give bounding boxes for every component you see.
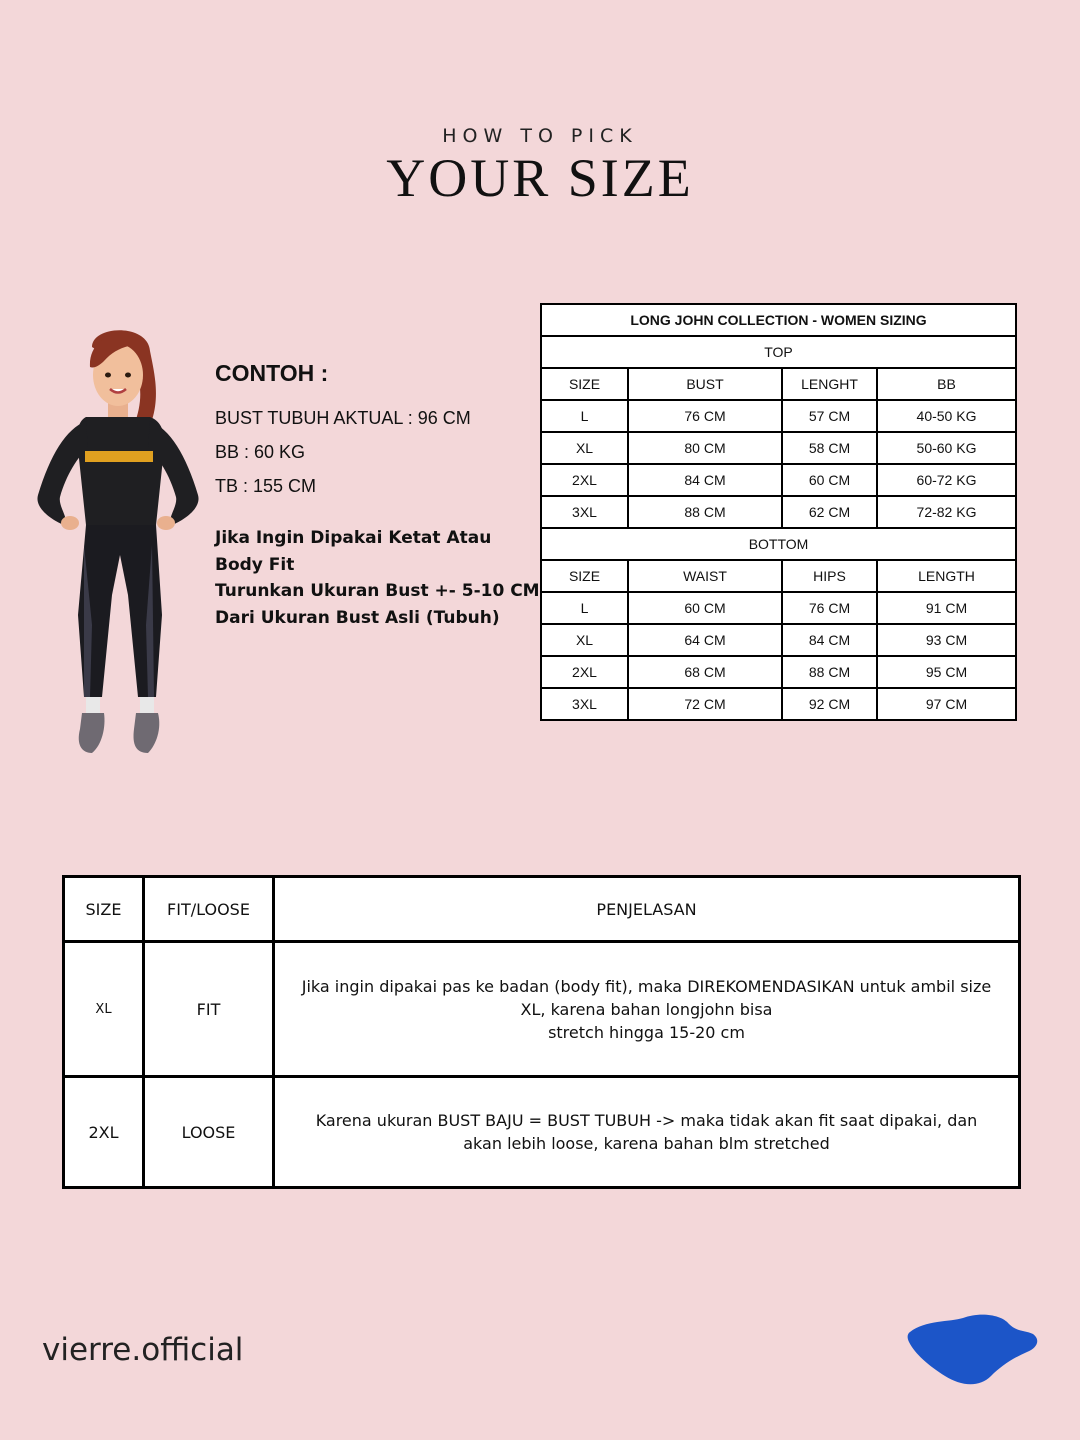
woman-measurement-illustration [30, 325, 205, 760]
table-cell: 92 CM [782, 688, 877, 720]
table-row [541, 432, 1016, 464]
table-row [541, 560, 1016, 592]
example-height: TB : 155 CM [215, 476, 317, 496]
table-cell: 3XL [541, 688, 628, 720]
table-row [541, 656, 1016, 688]
table-row [64, 877, 1020, 942]
table-cell: XL [541, 624, 628, 656]
table-row [541, 496, 1016, 528]
example-heading: CONTOH : [215, 360, 329, 386]
table-cell: 2XL [541, 656, 628, 688]
table-cell: 91 CM [877, 592, 1016, 624]
fit-loose-table [62, 875, 1021, 1189]
column-header: LENGTH [877, 560, 1016, 592]
table-cell: 3XL [541, 496, 628, 528]
column-header: BUST [628, 368, 782, 400]
table-cell: FIT [144, 942, 274, 1077]
table-cell: 2XL [541, 464, 628, 496]
note-line: Dari Ukuran Bust Asli (Tubuh) [215, 607, 500, 628]
table-row [541, 304, 1016, 336]
table-cell: 57 CM [782, 400, 877, 432]
table-row [541, 624, 1016, 656]
table-cell: 72-82 KG [877, 496, 1016, 528]
table-cell: 40-50 KG [877, 400, 1016, 432]
table-cell: 68 CM [628, 656, 782, 688]
table-cell: 88 CM [782, 656, 877, 688]
table-row [541, 368, 1016, 400]
table-cell: 50-60 KG [877, 432, 1016, 464]
top-section-label: TOP [541, 336, 1016, 368]
column-header: HIPS [782, 560, 877, 592]
table-cell: 72 CM [628, 688, 782, 720]
column-header: LENGHT [782, 368, 877, 400]
table-cell: 84 CM [782, 624, 877, 656]
table-cell: 60 CM [628, 592, 782, 624]
brand-name: vierre.official [42, 1332, 244, 1368]
note-line: Turunkan Ukuran Bust +- 5-10 CM [215, 581, 540, 601]
explanation-line: Karena ukuran BUST BAJU = BUST TUBUH -> maka tidak akan fit saat dipakai, dan [315, 1111, 978, 1130]
table-row [64, 942, 1020, 1077]
table-cell: L [541, 592, 628, 624]
women-sizing-table [540, 303, 1017, 721]
explanation-cell [274, 1077, 1020, 1188]
table-cell: 60-72 KG [877, 464, 1016, 496]
header-kicker: HOW TO PICK [442, 125, 638, 147]
table-cell: 84 CM [628, 464, 782, 496]
table-cell: 80 CM [628, 432, 782, 464]
table-row [541, 336, 1016, 368]
table-cell: L [541, 400, 628, 432]
page-title: YOUR SIZE [386, 148, 694, 208]
table-cell: 2XL [64, 1077, 144, 1188]
table-cell: 58 CM [782, 432, 877, 464]
table-cell: LOOSE [144, 1077, 274, 1188]
bottom-section-label: BOTTOM [541, 528, 1016, 560]
column-header: SIZE [64, 877, 144, 942]
example-block [215, 360, 540, 631]
note-line: Body Fit [215, 554, 295, 575]
column-header: SIZE [541, 560, 628, 592]
column-header: SIZE [541, 368, 628, 400]
page-header [0, 122, 1080, 206]
table-row [541, 688, 1016, 720]
column-header: BB [877, 368, 1016, 400]
example-note [215, 525, 540, 631]
note-line: Jika Ingin Dipakai Ketat Atau [215, 528, 492, 548]
explanation-cell [274, 942, 1020, 1077]
table-row [541, 400, 1016, 432]
explanation-line: Jika ingin dipakai pas ke badan (body fit), maka DIREKOMENDASIKAN untuk ambil size [301, 976, 992, 996]
table-row [64, 1077, 1020, 1188]
table-cell: 76 CM [628, 400, 782, 432]
column-header: WAIST [628, 560, 782, 592]
table-cell: 88 CM [628, 496, 782, 528]
table-cell: XL [541, 432, 628, 464]
table-row [541, 464, 1016, 496]
table-cell: 95 CM [877, 656, 1016, 688]
blue-blob-shape [905, 1310, 1040, 1388]
table-row [541, 592, 1016, 624]
table-cell: XL [64, 942, 144, 1077]
table-cell: 64 CM [628, 624, 782, 656]
table-cell: 60 CM [782, 464, 877, 496]
explanation-line: stretch hingga 15-20 cm [548, 1022, 745, 1042]
table-cell: 62 CM [782, 496, 877, 528]
example-weight: BB : 60 KG [215, 442, 306, 462]
example-bust: BUST TUBUH AKTUAL : 96 CM [215, 408, 471, 428]
sizing-table-title: LONG JOHN COLLECTION - WOMEN SIZING [541, 304, 1016, 336]
column-header: PENJELASAN [274, 877, 1020, 942]
explanation-line: akan lebih loose, karena bahan blm stretched [463, 1134, 830, 1153]
table-cell: 76 CM [782, 592, 877, 624]
table-cell: 93 CM [877, 624, 1016, 656]
table-row [541, 528, 1016, 560]
table-cell: 97 CM [877, 688, 1016, 720]
explanation-line: XL, karena bahan longjohn bisa [520, 999, 773, 1019]
column-header: FIT/LOOSE [144, 877, 274, 942]
